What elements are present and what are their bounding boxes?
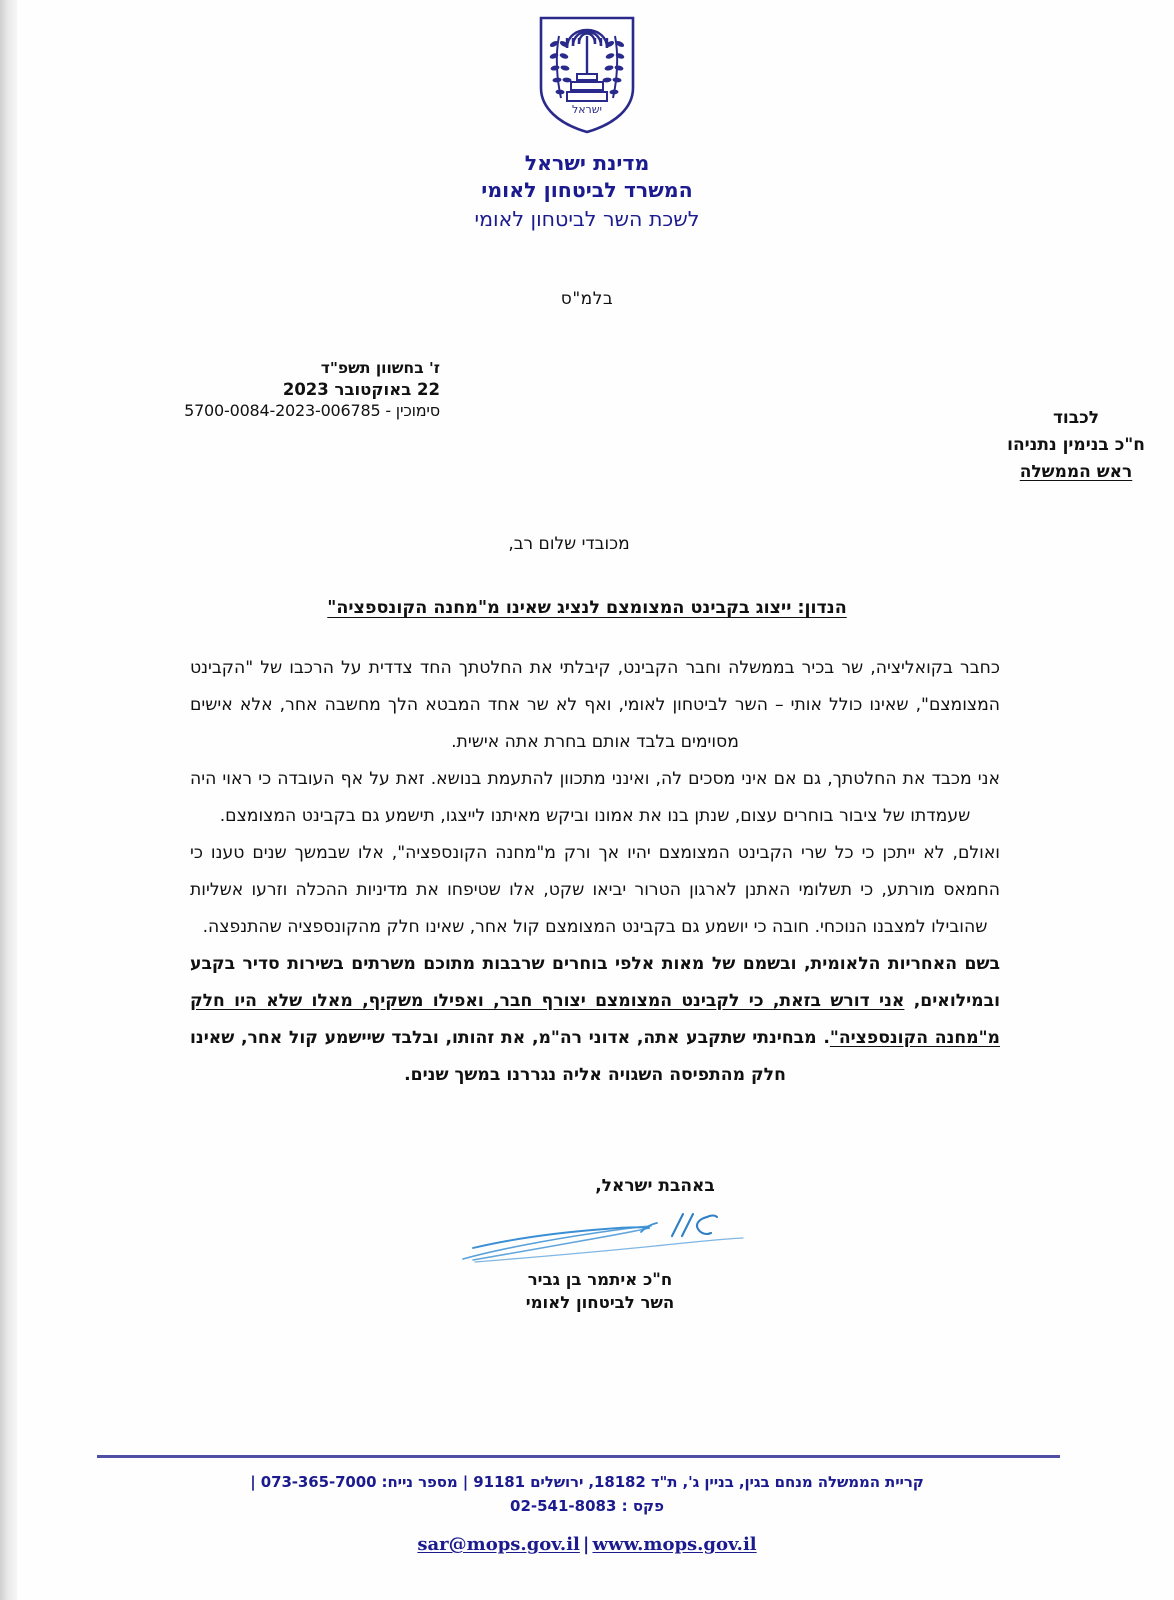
classification-marking — [0, 289, 1174, 309]
website-link[interactable]: www.mops.gov.il — [592, 1534, 757, 1555]
letterhead-line-ministry: המשרד לביטחון לאומי — [481, 178, 693, 202]
subject-inner — [327, 598, 846, 618]
body-paragraph-2: אני מכבד את החלטתך, גם אם איני מסכים לה, ואינני מתכוון להתעמת בנושא. זאת על אף העובדה כי ראוי היה שעמדתו של ציבור בוחרים עצום, שנתן בנו את אמונו וביקש מאיתנו לייצגו, תישמע גם בקבינט המצומצם. — [190, 769, 1000, 826]
signer-name-text: ח"כ איתמר בן גביר — [527, 1270, 673, 1289]
reference-number: סימוכין - 5700-0084-2023-006785 — [184, 401, 440, 420]
letterhead-line-bureau: לשכת השר לביטחון לאומי — [474, 207, 700, 231]
addressee-name: ח"כ בנימין נתניהו — [1007, 435, 1145, 455]
farewell-text: באהבת ישראל, — [595, 1176, 715, 1196]
hebrew-date: ז' בחשוון תשפ"ד — [320, 359, 440, 377]
greeting-line — [0, 534, 1174, 554]
link-separator: | — [582, 1534, 590, 1555]
addressee-block — [978, 405, 1174, 486]
farewell-line — [0, 1176, 1174, 1196]
signer-title-text: השר לביטחון לאומי — [525, 1293, 675, 1312]
subject-text: ייצוג בקבינט המצומצם לנציג שאינו מ"מחנה הקונספציה" — [327, 598, 798, 618]
letterhead — [0, 150, 1174, 234]
addressee-title: ראש הממשלה — [1019, 462, 1133, 482]
footer-divider — [97, 1455, 1060, 1458]
footer — [0, 1470, 1174, 1555]
svg-text:ישראל: ישראל — [571, 103, 603, 116]
body-paragraph-3: ואולם, לא ייתכן כי כל שרי הקבינט המצומצם יהיו אך ורק מ"מחנה הקונספציה", אלו שבמשך שנים טענו כי החמאס מורתע, כי תשלומי האתנן לארגון הטרור יביאו שקט, אלו שטיפחו את מדיניות ההכלה וזרעו אשליות שהובילו למצבנו הנוכחי. חובה כי יושמע גם בקבינט המצומצם קול אחר, שאינו חלק מהקונספציה שהתנפצה. — [190, 843, 1000, 937]
letterhead-line-state: מדינת ישראל — [524, 151, 650, 175]
footer-address-line-1: קריית הממשלה מנחם בגין, בניין ג', ת"ד 18182, ירושלים 91181 | מספר נייח: 073-365-7000 | — [250, 1473, 924, 1491]
letter-body — [190, 650, 1000, 1094]
greeting-text: מכובדי שלום רב, — [508, 534, 630, 554]
date-reference-block — [0, 358, 440, 421]
body-paragraph-1: כחבר בקואליציה, שר בכיר בממשלה וחבר הקבינט, קיבלתי את החלטתך החד צדדית על הרכבו של "הקבינט המצומצם", שאינו כולל אותי – השר לביטחון לאומי, ואף לא שר אחד המבטא הלך מחשבה אחר, אלא אישים מסוימים בלבד אותם בחרת אתה אישית. — [190, 658, 1000, 752]
footer-links — [0, 1534, 1174, 1555]
subject-label: הנדון: — [797, 598, 847, 618]
signer-block — [0, 1268, 1174, 1314]
gregorian-date: 22 באוקטובר 2023 — [282, 380, 440, 399]
addressee-honorific: לכבוד — [1052, 408, 1100, 428]
signer-title — [0, 1291, 1174, 1314]
signer-name — [0, 1268, 1174, 1291]
demand-lead-in: בשם האחריות הלאומית, ובשמם של מאות אלפי בוחרים שרבבות מתוכם משרתים בשירות סדיר בקבע ובמילואים, — [190, 954, 1000, 1011]
signature-container — [0, 1202, 1174, 1272]
classification-text: בלמ"ס — [560, 289, 614, 309]
email-link[interactable]: sar@mops.gov.il — [417, 1534, 580, 1555]
footer-address-line-2: פקס : 02-541-8083 — [510, 1497, 664, 1515]
page-edge-shadow — [0, 0, 17, 1600]
emblem-container — [0, 14, 1174, 136]
subject-line — [0, 598, 1174, 618]
demand-underlined: אני דורש בזאת, כי לקבינט המצומצם יצורף חבר, ואפילו משקיף, מאלו שלא היו חלק מ"מחנה הקונספציה" — [190, 991, 1000, 1048]
israel-state-emblem-icon — [535, 14, 639, 136]
body-paragraph-4-demand — [190, 946, 1000, 1094]
demand-tail: . מבחינתי שתקבע אתה, אדוני רה"מ, את זהותו, ובלבד שיישמע קול אחר, שאינו חלק מהתפיסה השגויה אליה נגררנו במשך שנים. — [190, 1028, 830, 1085]
handwritten-signature-icon — [455, 1202, 755, 1272]
